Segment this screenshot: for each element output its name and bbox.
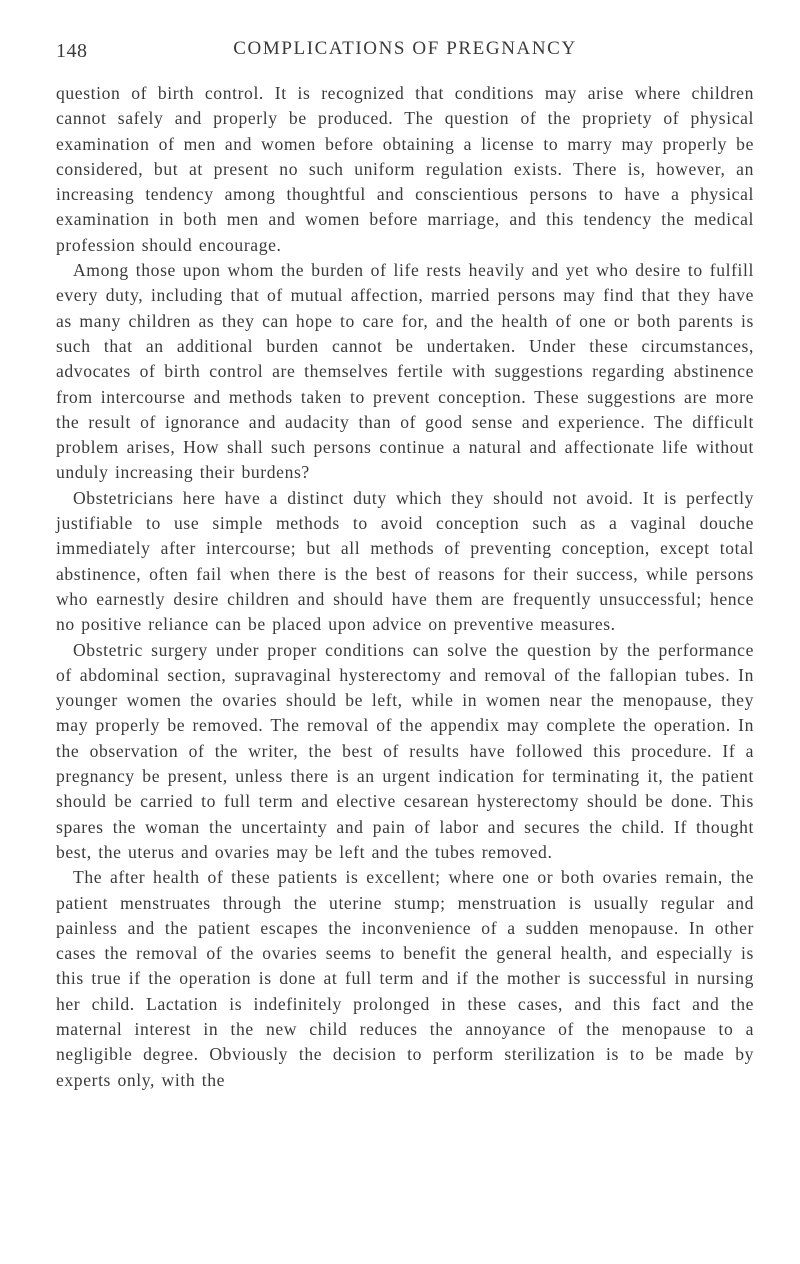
running-title: COMPLICATIONS OF PREGNANCY [233, 38, 577, 59]
paragraph: Obstetricians here have a distinct duty which they should not avoid. It is perfectly justifiable to use simple methods to avoid conception such as a vaginal douche immediately after intercourse; but all methods of preventing conception, except total abstinence, often fail when there is the best of reasons for their success, while persons who earnestly desire children and should have them are frequently unsuccessful; hence no positive reliance can be placed upon advice on preventive measures. [56, 487, 754, 635]
paragraph: Among those upon whom the burden of life rests heavily and yet who desire to fulfill every duty, including that of mutual affection, married persons may find that they have as many children as they can hope to care for, and the health of one or both parents is such that an additional burden cannot be undertaken. Under these circumstances, advocates of birth control are themselves fertile with suggestions regarding abstinence from intercourse and methods taken to prevent conception. These suggestions are more the result of ignorance and audacity than of good sense and experience. The difficult problem arises, How shall such persons continue a natural and affectionate life without unduly increasing their burdens? [56, 260, 754, 483]
paragraph: The after health of these patients is excellent; where one or both ovaries remain, the patient menstruates through the uterine stump; menstruation is usually regular and painless and the patient escapes the inconvenience of a sudden menopause. In other cases the removal of the ovaries seems to benefit the general health, and especially is this true if the operation is done at full term and if the mother is successful in nursing her child. Lactation is indefinitely prolonged in these cases, and this fact and the maternal interest in the new child reduces the annoyance of the menopause to a negligible degree. Obviously the decision to perform sterilization is to be made by experts only, with the [56, 867, 754, 1090]
page-number: 148 [56, 40, 88, 62]
body-text [56, 81, 754, 1093]
running-header [56, 36, 754, 76]
book-page [56, 36, 754, 1093]
paragraph-continued: question of birth control. It is recognized that conditions may arise where children cannot safely and properly be produced. The question of the propriety of physical examination of men and women before obtaining a license to marry may properly be considered, but at present no such uniform regulation exists. There is, however, an increasing tendency among thoughtful and conscientious persons to have a physical examination in both men and women before marriage, and this tendency the medical profession should encourage. [56, 83, 754, 255]
paragraph: Obstetric surgery under proper conditions can solve the question by the performance of abdominal section, supravaginal hysterectomy and removal of the fallopian tubes. In younger women the ovaries should be left, while in women near the menopause, they may properly be removed. The removal of the appendix may complete the operation. In the observation of the writer, the best of results have followed this procedure. If a pregnancy be present, unless there is an urgent indication for terminating it, the patient should be carried to full term and elective cesarean hysterectomy should be done. This spares the woman the uncertainty and pain of labor and secures the child. If thought best, the uterus and ovaries may be left and the tubes removed. [56, 639, 754, 862]
